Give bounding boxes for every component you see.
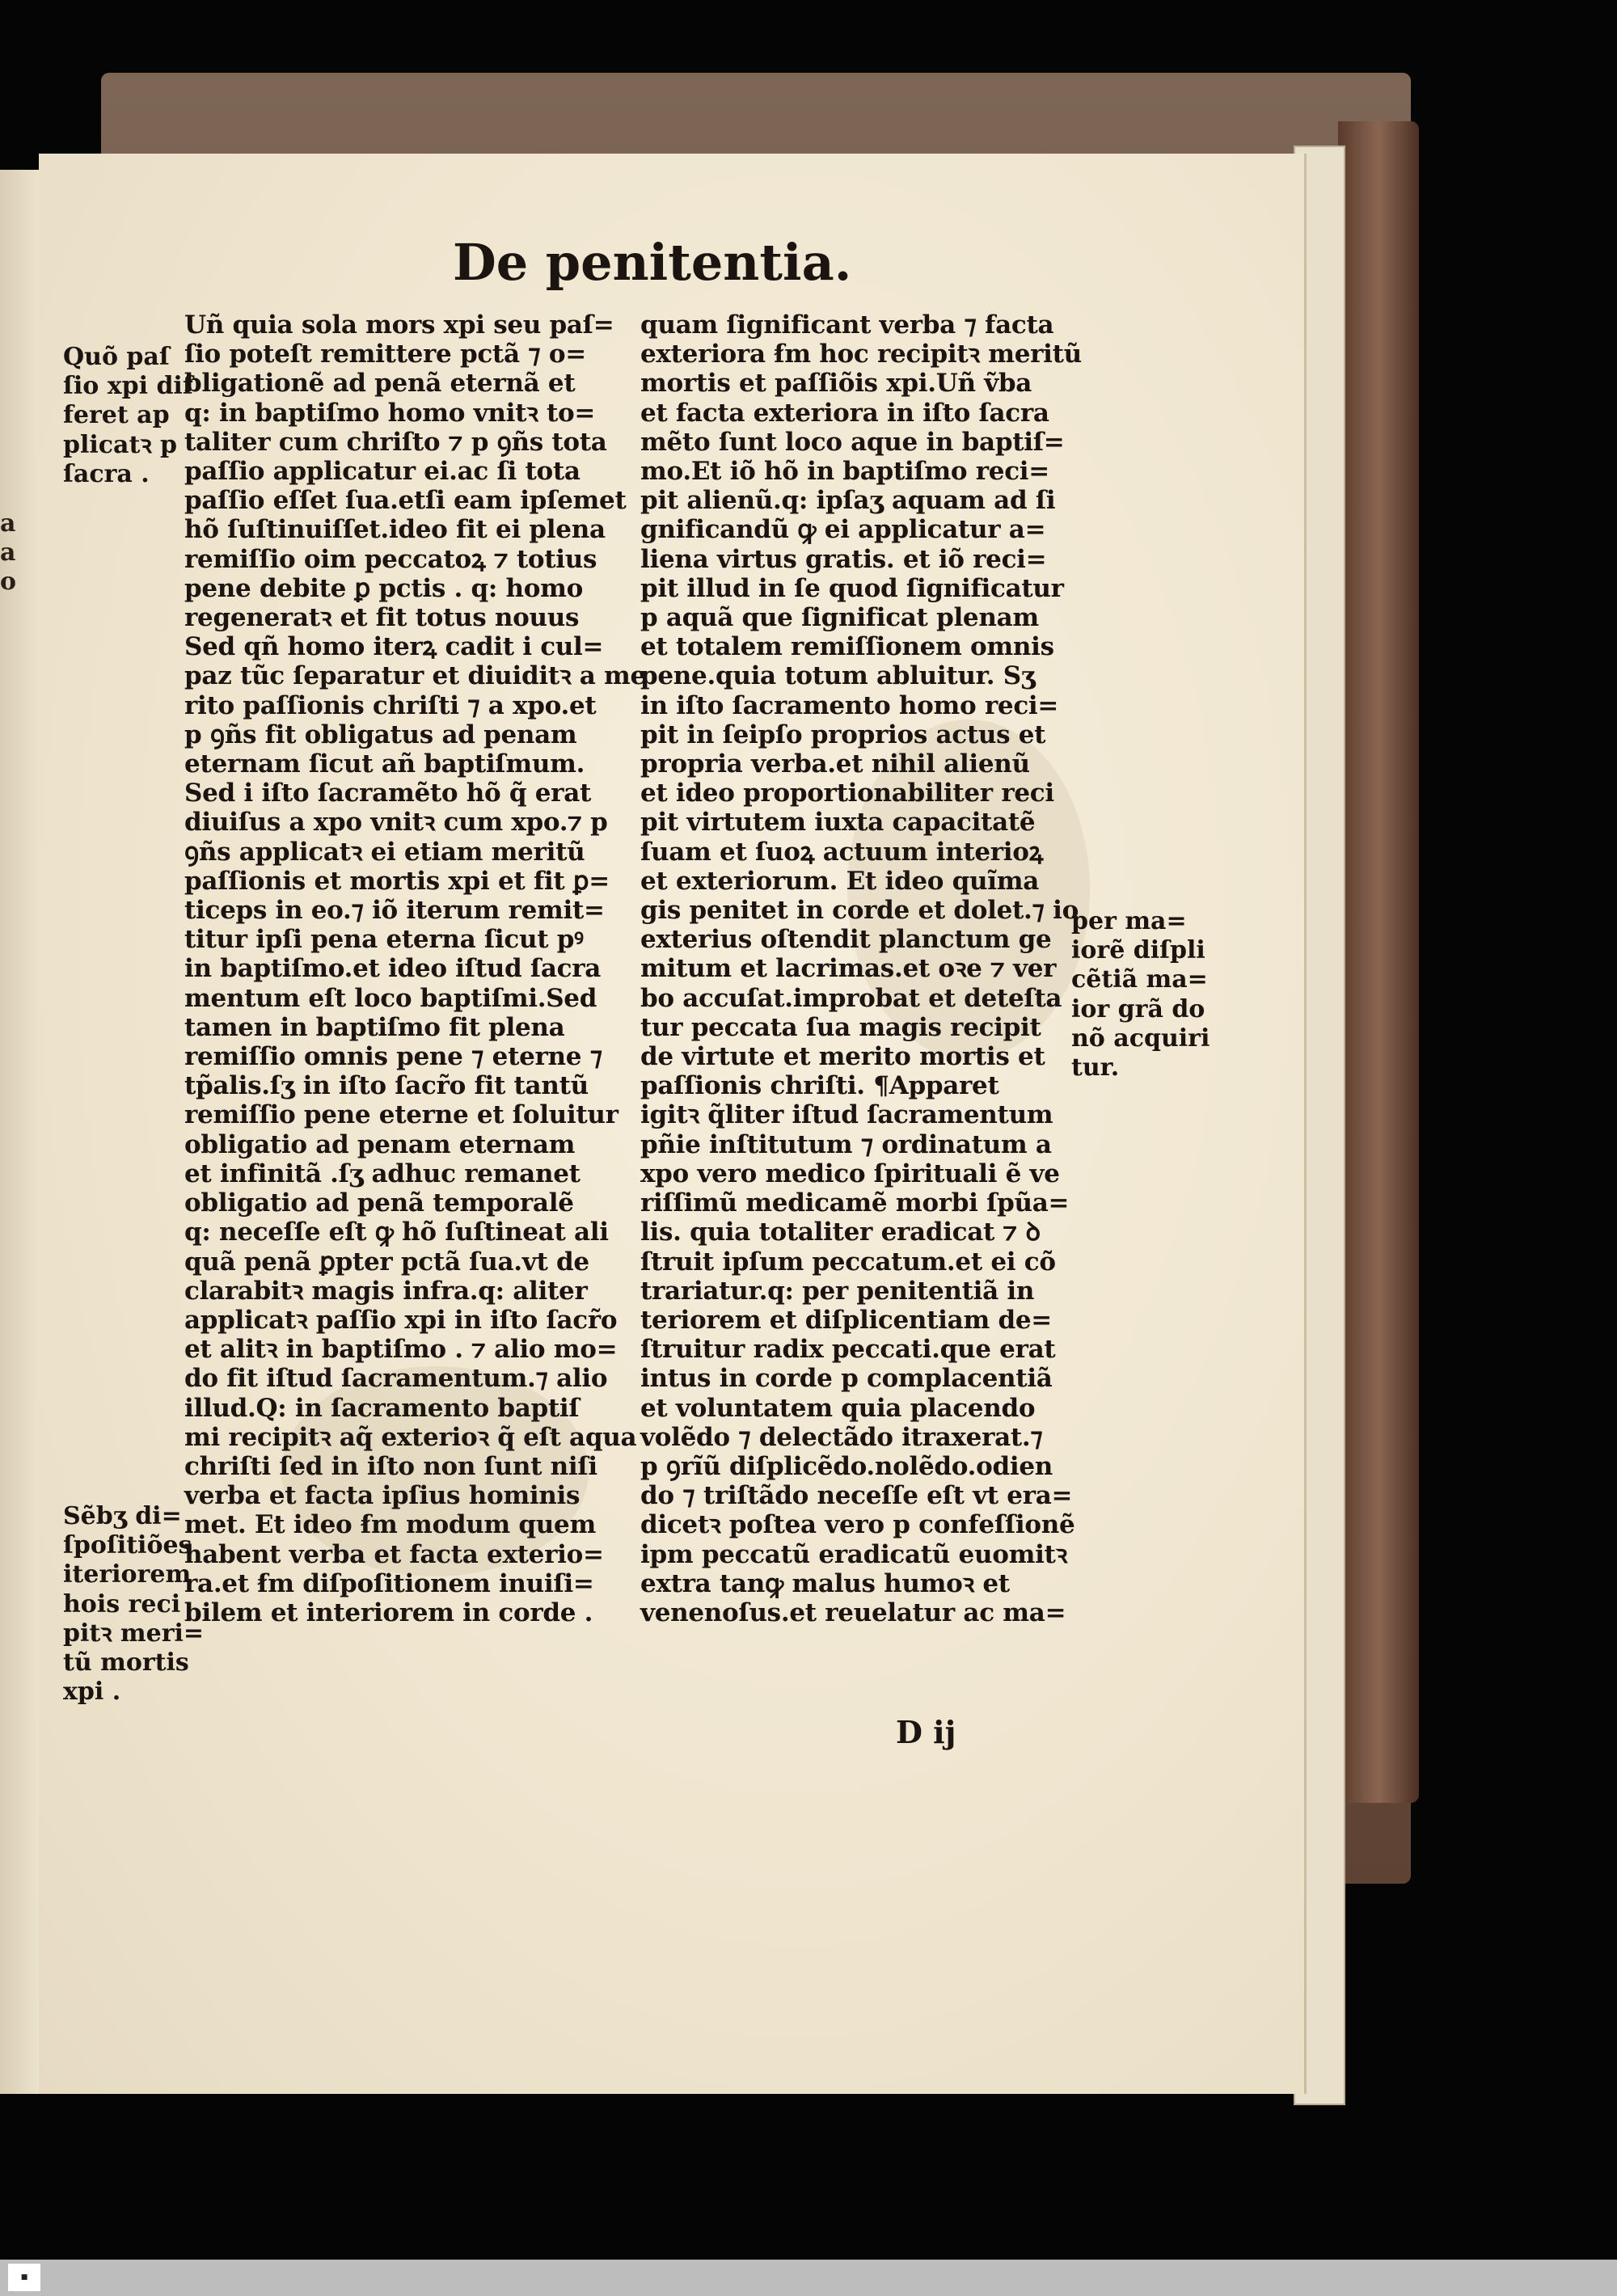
text-line: p ꝯrĩũ diſplicẽdo.nolẽdo.odien [640,1451,1053,1481]
margin-note-line: ſio xpi dif [63,372,193,401]
margin-note-line: feret ap [63,401,170,430]
text-line: mortis et paſſiõis xpi.Uñ ṽba [640,369,1032,399]
text-line: intus in corde p complacentiã [640,1364,1053,1394]
margin-note-line: ior grã do [1071,994,1205,1023]
text-line: mi recipitꝛ aq̃ exterioꝛ q̃ eſt aqua [184,1422,637,1452]
text-line: verba et facta ipſius hominis [184,1481,581,1511]
text-line: trariatur.q: per penitentiã in [640,1276,1035,1306]
text-line: gnificandũ ꝙ ei applicatur a= [640,515,1046,545]
text-line: pene.quia totum abluitur. Sʒ [640,661,1036,691]
left-text-column [184,310,646,1627]
fragment-line: o [0,568,17,596]
text-line: pit in ſeipſo proprios actus et [640,720,1046,749]
margin-note-line: iteriorem [63,1560,192,1589]
text-line: riſſimũ medicamẽ morbi ſpũa= [640,1188,1070,1218]
text-line: met. Et ideo ẜm modum quem [184,1510,596,1540]
margin-note-line: xpi . [63,1678,121,1707]
text-line: taliter cum chriſto ⁊ p ꝯñs tota [184,427,607,457]
text-line: regeneratꝛ et fit totus nouus [184,603,580,633]
page-heading: De penitentia. [453,233,852,292]
text-line: ſtruitur radix peccati.que erat [640,1335,1056,1365]
text-line: in iſto ſacramento homo reci= [640,690,1059,720]
text-line: ſuam et ſuoꝝ actuum interioꝝ [640,837,1044,867]
text-line: de virtute et merito mortis et [640,1042,1045,1072]
text-line: habent verba et facta exterio= [184,1539,604,1569]
text-line: obligatio ad penã temporalẽ [184,1188,574,1218]
margin-note-top [63,343,193,489]
text-line: eternam ſicut añ baptiſmum. [184,749,585,779]
text-line: ipm peccatũ eradicatũ euomitꝛ [640,1539,1067,1569]
margin-note-bottom [63,1502,204,1707]
text-line: paſſionis et mortis xpi et fit ꝑ= [184,866,610,896]
text-line: paz tũc ſeparatur et diuiditꝛ a me [184,661,646,691]
facing-page-edge [0,170,41,2094]
text-line: et facta exteriora in iſto ſacra [640,398,1049,428]
text-line: Sed qñ homo iterꝝ cadit i cul= [184,632,604,662]
viewer-bottom-bar [0,2260,1617,2296]
text-line: q: in baptiſmo homo vnitꝛ to= [184,398,596,428]
text-line: pñie inſtitutum ⁊ ordinatum a [640,1129,1052,1159]
text-line: bilem et interiorem in corde . [184,1597,593,1627]
text-line: lis. quia totaliter eradicat ⁊ ꝺ [640,1218,1041,1247]
text-line: clarabitꝛ magis infra.q: aliter [184,1276,588,1306]
margin-note-right [1071,907,1210,1083]
margin-note-line: Sẽbʒ di= [63,1502,182,1530]
text-line: liena virtus gratis. et iõ reci= [640,544,1047,574]
text-line: p aquã que ſignificat plenam [640,603,1039,633]
text-line: dicetꝛ poſtea vero p confeſſionẽ [640,1510,1075,1540]
text-line: bligationẽ ad penã eternã et [184,369,576,399]
text-line: pene debite ꝑ pctis . q: homo [184,573,583,603]
text-line: paſſionis chriſti. ¶Apparet [640,1071,999,1101]
text-line: xpo vero medico ſpirituali ẽ ve [640,1159,1060,1188]
text-line: ſio poteſt remittere pctã ⁊ o= [184,340,586,369]
text-line: exterius oſtendit planctum ge [640,925,1052,955]
text-line: et voluntatem quia placendo [640,1393,1036,1423]
fragment-line: a [0,538,16,567]
text-line: ꝯñs applicatꝛ ei etiam meritũ [184,837,585,867]
text-line: applicatꝛ paſſio xpi in iſto ſacr̃o [184,1305,618,1335]
text-line: ſtruit ipſum peccatum.et ei cõ [640,1247,1056,1277]
text-line: mitum et lacrimas.et oꝛe ⁊ ver [640,954,1057,984]
margin-note-line: ſpoſitiões [63,1531,192,1560]
text-line: et alitꝛ in baptiſmo . ⁊ alio mo= [184,1335,618,1365]
text-line: teriorem et diſplicentiam de= [640,1305,1052,1335]
text-line: extra tanꝙ malus humoꝛ et [640,1568,1010,1598]
text-line: titur ipſi pena eterna ſicut pꝰ [184,925,584,955]
fragment-line: a [0,509,16,538]
text-line: hõ ſuſtinuiſſet.ideo fit ei plena [184,515,606,545]
text-line: volẽdo ⁊ delectãdo itraxerat.⁊ [640,1422,1043,1452]
text-line: tp̃alis.ſʒ in iſto ſacr̃o fit tantũ [184,1071,589,1101]
text-line: Sed i iſto ſacramẽto hõ q̃ erat [184,779,592,808]
margin-note-line: iorẽ diſpli [1071,936,1205,965]
text-line: exteriora ẜm hoc recipitꝛ meritũ [640,340,1082,369]
margin-note-line: tur. [1071,1053,1120,1083]
margin-note-line: cẽtiã ma= [1071,965,1208,994]
text-line: venenoſus.et reuelatur ac ma= [640,1597,1066,1627]
text-line: ticeps in eo.⁊ iõ iterum remit= [184,896,605,926]
text-line: et exteriorum. Et ideo quĩma [640,866,1039,896]
text-line: mo.Et iõ hõ in baptiſmo reci= [640,457,1049,487]
text-line: remiſſio oim peccatoꝝ ⁊ totius [184,544,597,574]
text-line: igitꝛ q̃liter iſtud ſacramentum [640,1100,1053,1130]
signature-mark: D ij [896,1714,956,1750]
text-line: paſſio applicatur ei.ac ſi tota [184,457,581,487]
book-cover-edge [1338,121,1419,1803]
text-line: diuiſus a xpo vnitꝛ cum xpo.⁊ p [184,808,608,838]
text-line: mentum eſt loco baptiſmi.Sed [184,983,597,1013]
text-line: quã penã ꝑpter pctã ſua.vt de [184,1247,589,1277]
text-line: quam ſignificant verba ⁊ facta [640,310,1054,340]
facing-page-fragments [0,509,32,597]
text-line: et totalem remiſſionem omnis [640,632,1054,662]
text-line: in baptiſmo.et ideo iſtud ſacra [184,954,602,984]
text-line: mẽto ſunt loco aque in baptiſ= [640,427,1065,457]
margin-note-line: hois reci [63,1589,181,1619]
text-line: chriſti ſed in iſto non ſunt niſi [184,1451,597,1481]
margin-note-line: tũ mortis [63,1648,189,1678]
text-line: remiſſio omnis pene ⁊ eterne ⁊ [184,1042,602,1072]
margin-note-line: per ma= [1071,907,1187,935]
text-line: tamen in baptiſmo fit plena [184,1012,565,1042]
margin-note-line: plicatꝛ p [63,430,177,459]
text-line: ra.et ẜm diſpoſitionem inuiſi= [184,1568,594,1598]
margin-note-line: Quõ paſ [63,343,170,371]
text-line: p ꝯñs fit obligatus ad penam [184,720,577,749]
text-line: pit virtutem iuxta capacitatẽ [640,808,1036,838]
text-line: Uñ quia sola mors xpi seu paſ= [184,310,614,340]
text-line: illud.Q: in ſacramento baptiſ [184,1393,580,1423]
margin-note-line: pitꝛ meri= [63,1619,205,1648]
text-line: pit illud in ſe quod ſignificatur [640,573,1064,603]
text-line: gis penitet in corde et dolet.⁊ io [640,896,1079,926]
text-line: propria verba.et nihil alienũ [640,749,1030,779]
margin-note-line: nõ acquiri [1071,1023,1210,1053]
text-line: et infinitã .ſʒ adhuc remanet [184,1159,581,1188]
library-logo-icon[interactable]: ■ [8,2264,40,2291]
text-line: paſſio eſſet ſua.etſi eam ipſemet [184,486,627,516]
text-line: pit alienũ.q: ipſaʒ aquam ad ſi [640,486,1056,516]
text-line: et ideo proportionabiliter reci [640,779,1054,808]
text-line: obligatio ad penam eternam [184,1129,576,1159]
right-text-column [640,310,1082,1627]
text-line: remiſſio pene eterne et ſoluitur [184,1100,619,1130]
text-line: do fit iſtud ſacramentum.⁊ alio [184,1364,608,1394]
text-line: q: neceſſe eſt ꝙ hõ ſuſtineat ali [184,1218,609,1247]
text-line: tur peccata ſua magis recipit [640,1012,1041,1042]
text-line: bo accuſat.improbat et deteſta [640,983,1062,1013]
margin-note-line: ſacra . [63,459,150,488]
text-line: rito paſſionis chriſti ⁊ a xpo.et [184,690,597,720]
text-line: do ⁊ triſtãdo neceſſe eſt vt era= [640,1481,1073,1511]
